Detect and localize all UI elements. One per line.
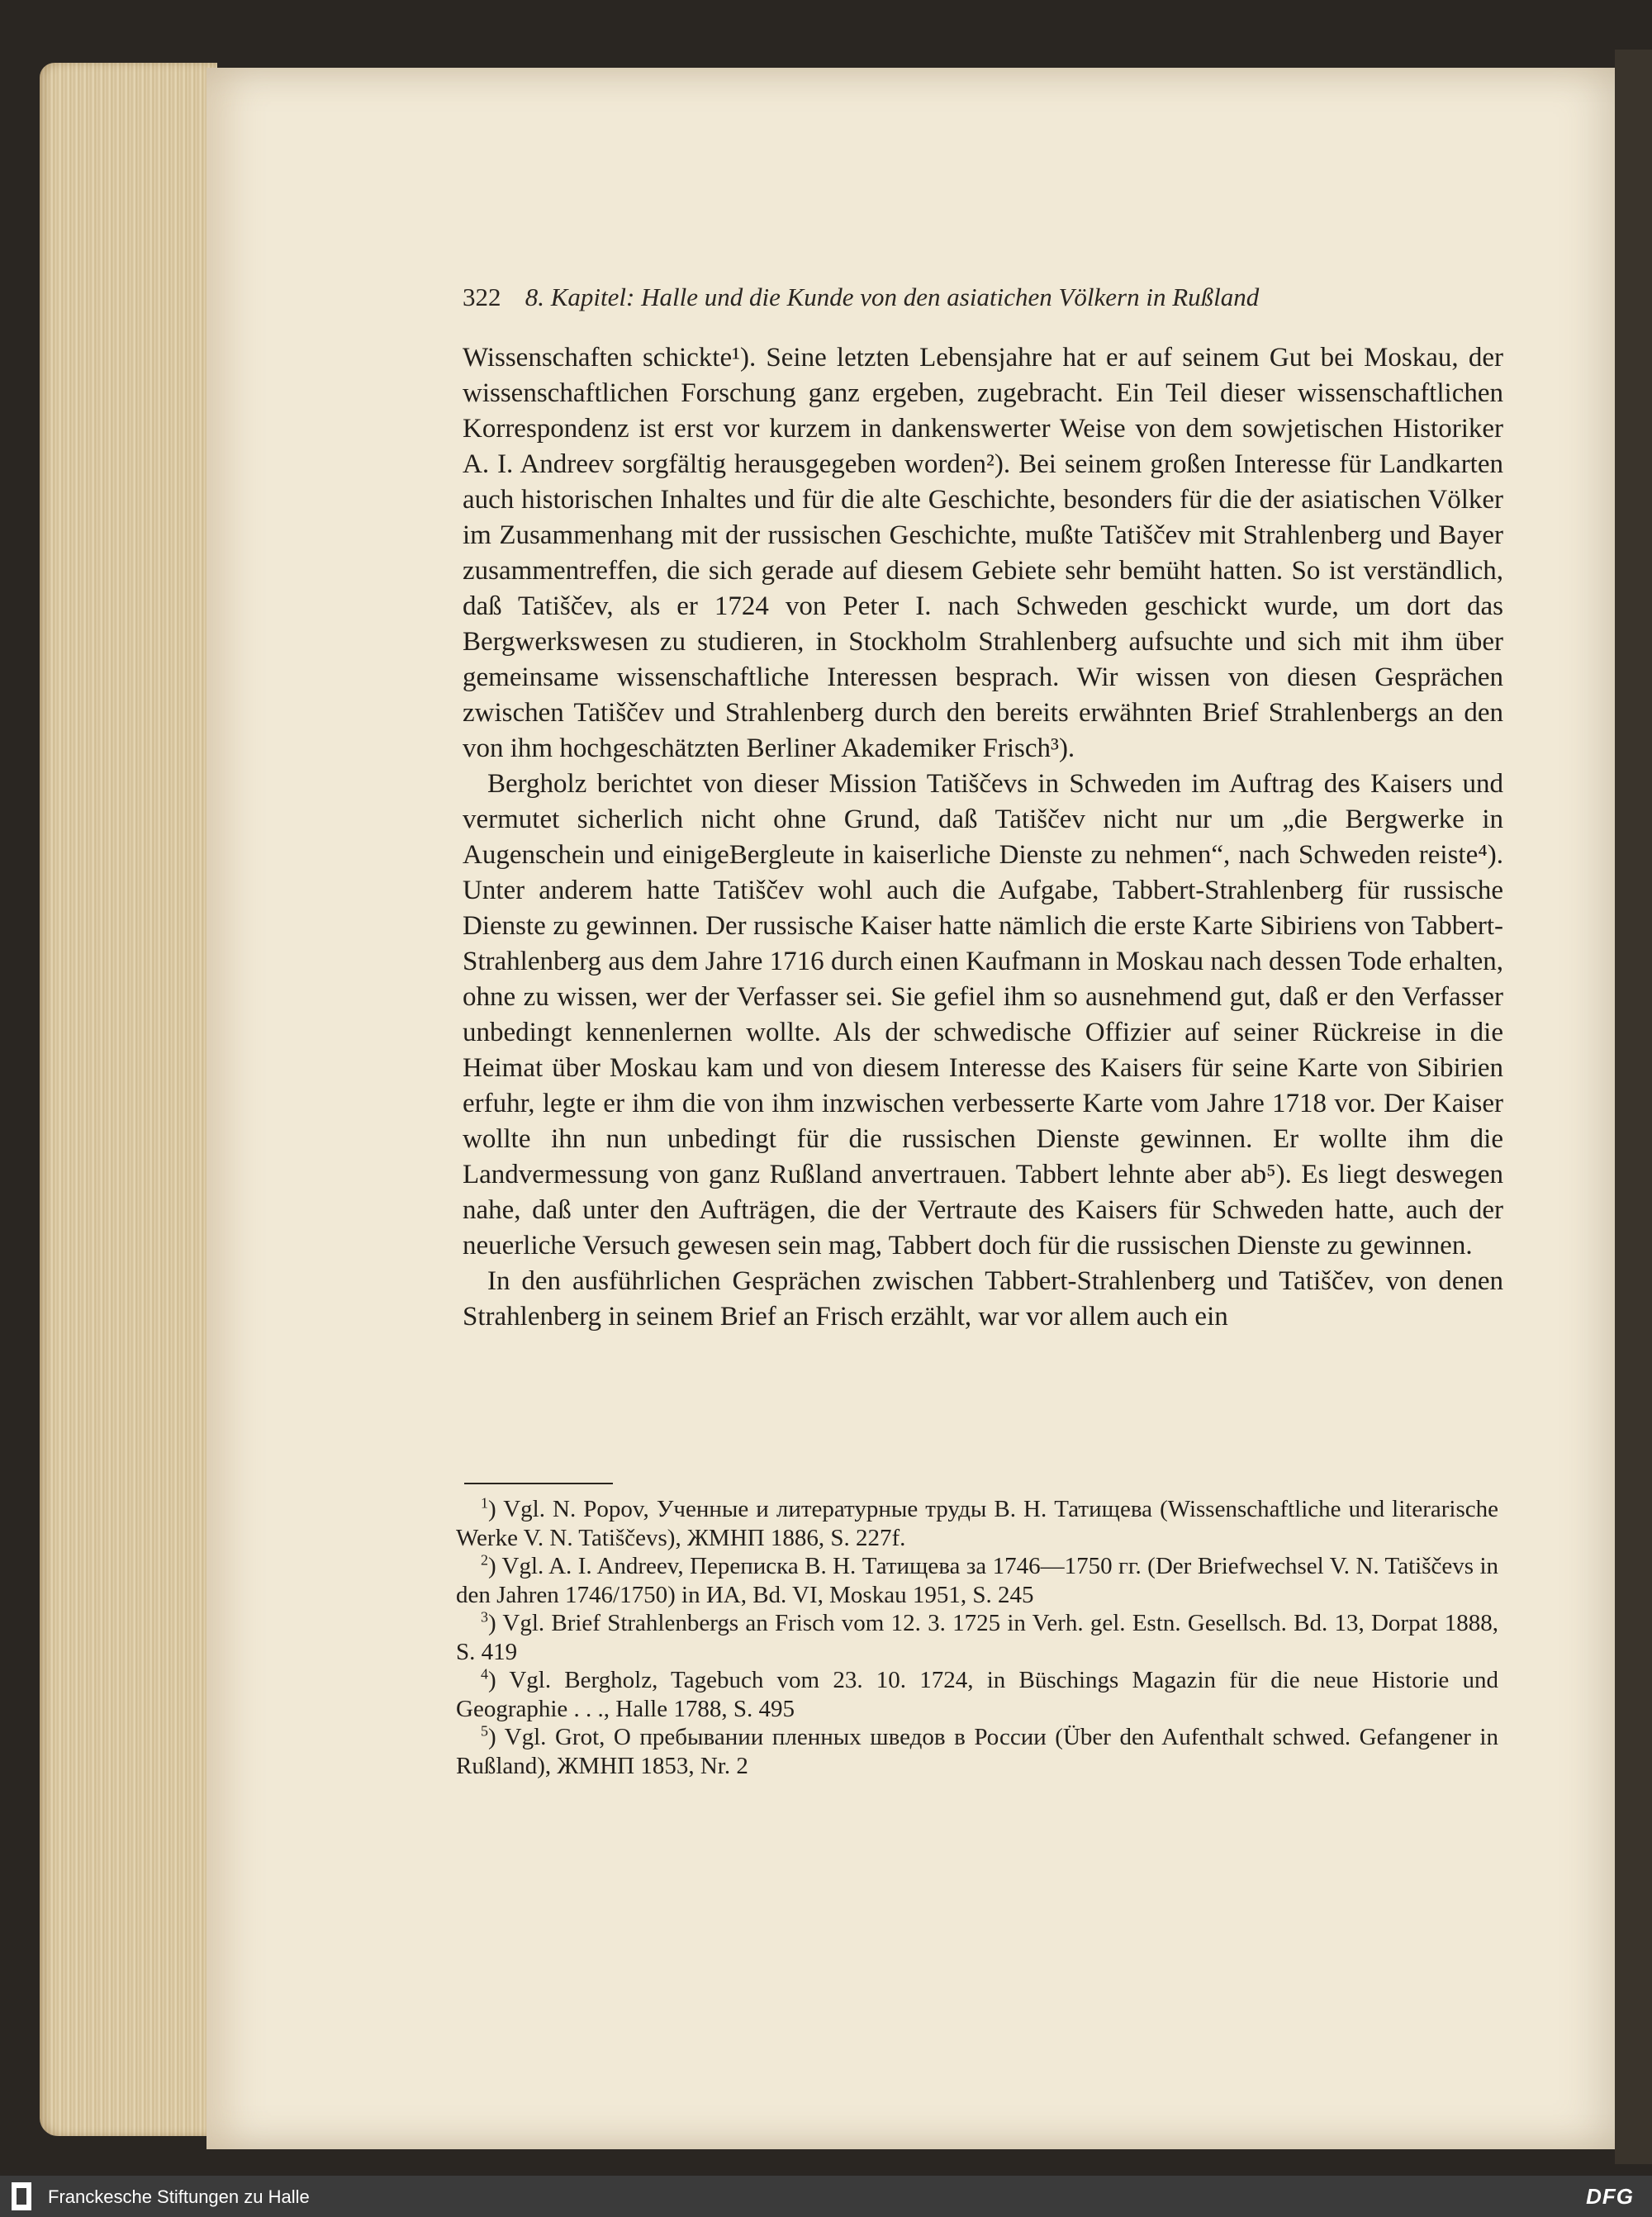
- footnote-text: Vgl. A. I. Andreev, Переписка В. Н. Татищева за 1746—1750 гг. (Der Briefwechsel V. N. Tatiščevs in den Jahren 1746/1750) in ИА, Bd. VI, Moskau 1951, S. 245: [456, 1553, 1499, 1608]
- institution-link[interactable]: Franckesche Stiftungen zu Halle: [48, 2186, 310, 2207]
- book-page-edges: [40, 63, 217, 2136]
- paragraph: Bergholz berichtet von dieser Mission Tatiščevs in Schweden im Auftrag des Kaisers und vermutet sicherlich nicht ohne Grund, daß Tatiščev nicht nur um „die Bergwerke in Augenschein und einigeBergleute in kaiserliche Dienste zu nehmen“, nach Schweden reiste⁴). Unter anderem hatte Tatiščev wohl auch die Aufgabe, Tabbert-Strahlenberg für russische Dienste zu gewinnen. Der russische Kaiser hatte nämlich die erste Karte Sibiriens von Tabbert-Strahlenberg aus dem Jahre 1716 durch einen Kaufmann in Moskau nach dessen Tode erhalten, ohne zu wissen, wer der Verfasser sei. Sie gefiel ihm so ausnehmend gut, daß er den Verfasser unbedingt kennenlernen wollte. Als der schwedische Offizier auf seiner Rückreise in die Heimat über Moskau kam und von diesem Interesse des Kaisers für seine Karte von Sibirien erfuhr, legte er ihm die von ihm inzwischen verbesserte Karte vom Jahre 1718 vor. Der Kaiser wollte ihn nun unbedingt für die russischen Dienste gewinnen. Er wollte ihm die Landvermessung von ganz Rußland anvertrauen. Tabbert lehnte aber ab⁵). Es liegt deswegen nahe, daß unter den Aufträgen, die der Vertraute des Kaisers für Schweden hatte, auch der neuerliche Versuch gewesen sein mag, Tabbert doch für die russischen Dienste zu gewinnen.: [463, 769, 1503, 1260]
- footnote: $^1$) Vgl. N. Popov, Ученные и литературные труды В. Н. Татищева (Wissenschaftliche und literarische Werke V. N. Tatiščevs), ЖМНП 1886, S. 227f.: [456, 1494, 1498, 1551]
- footnote: $^2$) Vgl. A. I. Andreev, Переписка В. Н. Татищева за 1746—1750 гг. (Der Briefwechsel V. N. Tatiščevs in den Jahren 1746/1750) in ИА, Bd. VI, Moskau 1951, S. 245: [456, 1551, 1499, 1608]
- footnote-text: Vgl. Grot, О пребывании пленных шведов в России (Über den Aufenthalt schwed. Gefangener in Rußland), ЖМНП 1853, Nr. 2: [456, 1724, 1498, 1779]
- footnote-marker: 2: [481, 1551, 488, 1569]
- paragraph: In den ausführlichen Gesprächen zwischen Tabbert-Strahlenberg und Tatiščev, von denen Strahlenberg in seinem Brief an Frisch erzählt, war vor allem auch ein: [463, 1266, 1503, 1332]
- footnote-rule: [464, 1483, 613, 1484]
- footnote-marker: 1: [481, 1494, 488, 1512]
- footnote-marker: 3: [481, 1608, 488, 1626]
- running-head-title: 8. Kapitel: Halle und die Kunde von den asiatichen Völkern in Rußland: [525, 282, 1260, 311]
- footnote-text: Vgl. Brief Strahlenbergs an Frisch vom 12. 3. 1725 in Verh. gel. Estn. Gesellsch. Bd. 13, Dorpat 1888, S. 419: [456, 1610, 1498, 1665]
- footnote-marker: 4: [481, 1665, 488, 1683]
- paragraph: Wissenschaften schickte¹). Seine letzten Lebensjahre hat er auf seinem Gut bei Moskau, der wissenschaftlichen Forschung ganz ergeben, zugebracht. Ein Teil dieser wissenschaftlichen Korrespondenz ist erst vor kurzem in dankenswerter Weise von dem sowjetischen Historiker A. I. Andreev sorgfältig herausgegeben worden²). Bei seinem großen Interesse für Landkarten auch historischen Inhaltes und für die alte Geschichte, besonders für die der asiatischen Völker im Zusammenhang mit der russischen Geschichte, mußte Tatiščev mit Strahlenberg und Bayer zusammentreffen, die sich gerade auf diesem Gebiete sehr bemüht hatten. So ist verständlich, daß Tatiščev, als er 1724 von Peter I. nach Schweden geschickt wurde, um dort das Bergwerkswesen zu studieren, in Stockholm Strahlenberg aufsuchte und sich mit ihm über gemeinsame wissenschaftliche Interessen besprach. Wir wissen von diesen Gesprächen zwischen Tatiščev und Strahlenberg durch den bereits erwähnten Brief Strahlenbergs an den von ihm hochgeschätzten Berliner Akademiker Frisch³).: [463, 343, 1503, 763]
- footnote-text: Vgl. Bergholz, Tagebuch vom 23. 10. 1724, in Büschings Magazin für die neue Historie und Geographie . . ., Halle 1788, S. 495: [456, 1667, 1498, 1722]
- footnote-text: Vgl. N. Popov, Ученные и литературные труды В. Н. Татищева (Wissenschaftliche und literarische Werke V. N. Tatiščevs), ЖМНП 1886, S. 227f.: [456, 1496, 1498, 1551]
- book-cover-edge: [1615, 50, 1652, 2164]
- running-header: [463, 282, 1412, 312]
- page-number: 322: [463, 282, 501, 311]
- dfg-logo[interactable]: DFG: [1586, 2184, 1634, 2209]
- body-text: [463, 340, 1503, 1335]
- francke-logo-icon[interactable]: [12, 2182, 31, 2210]
- footnote: $^3$) Vgl. Brief Strahlenbergs an Frisch vom 12. 3. 1725 in Verh. gel. Estn. Gesellsch. Bd. 13, Dorpat 1888, S. 419: [456, 1608, 1498, 1665]
- footnote: $^4$) Vgl. Bergholz, Tagebuch vom 23. 10. 1724, in Büschings Magazin für die neue Historie und Geographie . . ., Halle 1788, S. 495: [456, 1665, 1498, 1722]
- viewer-footer: [0, 2176, 1652, 2217]
- footnote-marker: 5: [481, 1722, 488, 1740]
- footnotes: [456, 1495, 1498, 1780]
- footnote: $^5$) Vgl. Grot, О пребывании пленных шведов в России (Über den Aufenthalt schwed. Gefangener in Rußland), ЖМНП 1853, Nr. 2: [456, 1722, 1498, 1779]
